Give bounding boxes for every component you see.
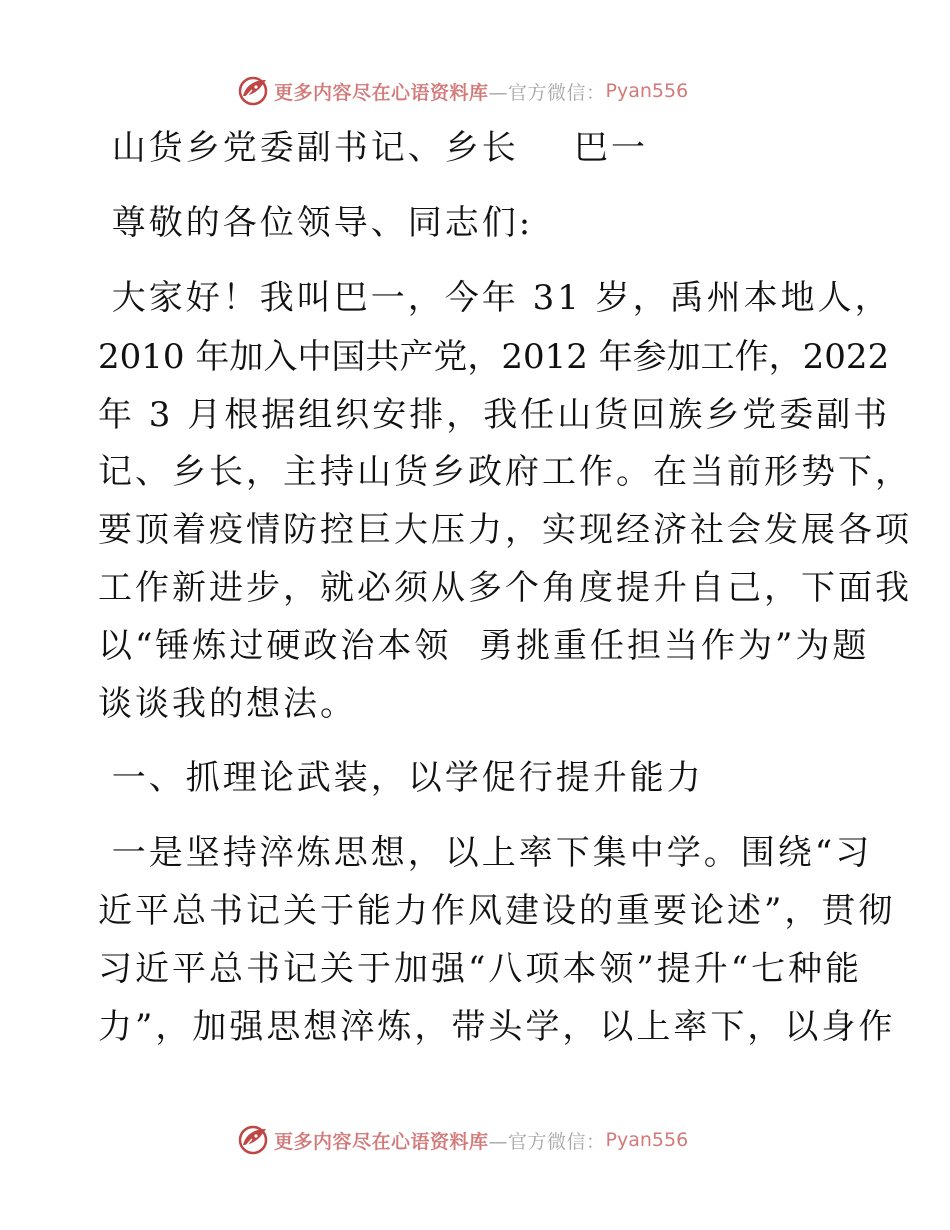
- intro-line: 2010 年加入中国共产党，2012 年参加工作，2022: [98, 337, 890, 377]
- intro-line: 工作新进步，就必须从多个角度提升自己，下面我: [98, 568, 912, 608]
- section-line: 一是坚持淬炼思想，以上率下集中学。围绕“习: [98, 833, 873, 873]
- section-line: 力”，加强思想淬炼，带头学，以上率下，以身作: [98, 1007, 896, 1047]
- intro-line: 年 3 月根据组织安排，我任山货回族乡党委副书: [98, 395, 891, 435]
- intro-line: 要顶着疫情防控巨大压力，实现经济社会发展各项: [98, 510, 912, 550]
- pen-nib-logo-icon: [236, 74, 270, 108]
- intro-line: 谈谈我的想法。: [98, 684, 357, 724]
- banner-title: 更多内容尽在心语资料库: [274, 81, 489, 104]
- intro-line: 记、乡长，主持山货乡政府工作。在当前形势下，: [98, 452, 912, 492]
- banner-title: 更多内容尽在心语资料库: [274, 1130, 489, 1153]
- banner-separator: —官方微信：: [488, 81, 606, 104]
- section-line: 习近平总书记关于加强“八项本领”提升“七种能: [98, 949, 863, 989]
- author-line: 山货乡党委副书记、乡长 巴一: [98, 128, 649, 168]
- pen-nib-logo-icon: [236, 1123, 270, 1157]
- salutation: 尊敬的各位领导、同志们:: [98, 203, 534, 243]
- intro-line: 以“锤炼过硬政治本领 勇挑重任担当作为”为题: [98, 626, 870, 666]
- footer-banner: [236, 1123, 688, 1157]
- banner-wechat-id: Pyan556: [605, 1129, 689, 1151]
- intro-line: 大家好！我叫巴一，今年 31 岁，禹州本地人，: [98, 278, 892, 318]
- header-banner: [236, 74, 688, 108]
- banner-wechat-id: Pyan556: [605, 80, 689, 102]
- banner-separator: —官方微信：: [488, 1130, 606, 1153]
- section-line: 近平总书记关于能力作风建设的重要论述”，贯彻: [98, 891, 896, 931]
- section-heading: 一、抓理论武装，以学促行提升能力: [98, 758, 704, 798]
